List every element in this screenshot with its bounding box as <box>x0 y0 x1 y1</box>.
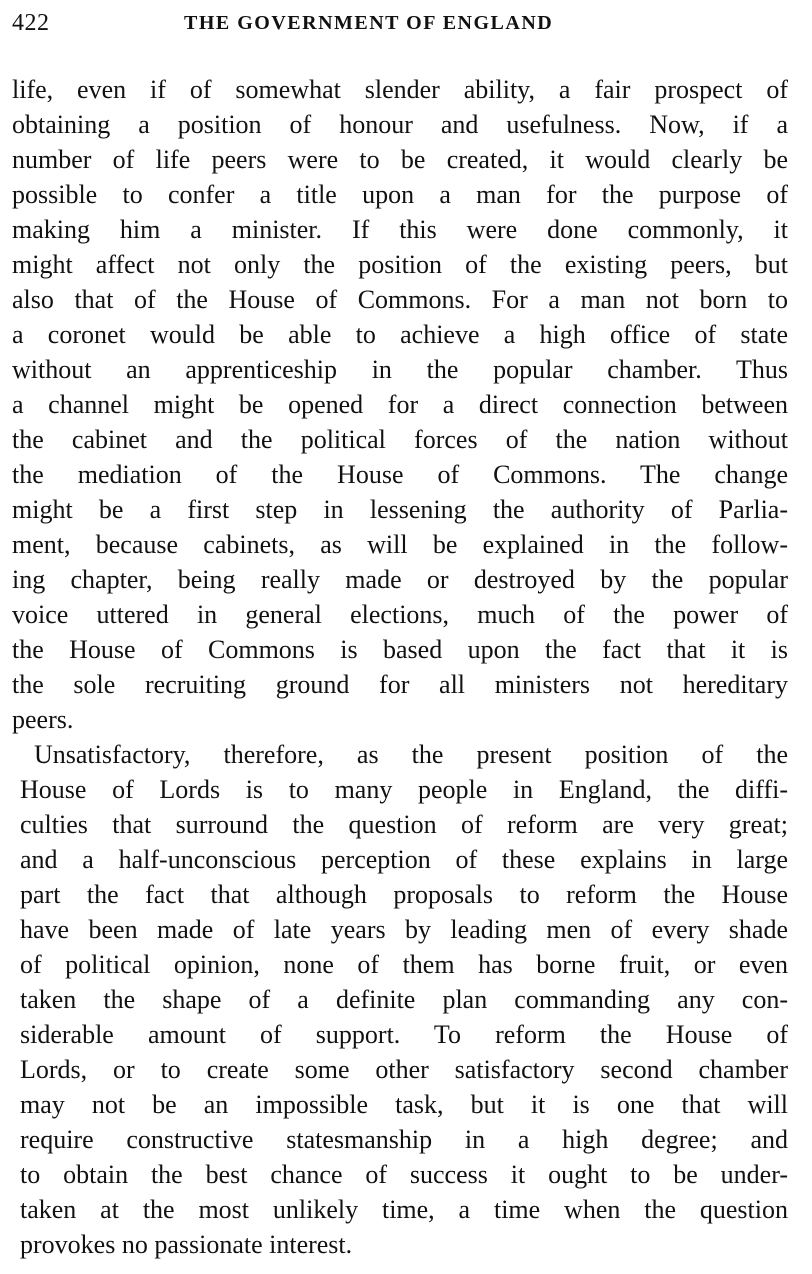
paragraph-2 <box>12 737 788 1262</box>
text-line: a channel might be opened for a direct connection between <box>12 390 788 419</box>
text-line: life, even if of somewhat slender ability, a fair prospect of <box>12 75 788 104</box>
text-line: may not be an impossible task, but it is one that will <box>20 1090 788 1119</box>
text-line: the mediation of the House of Commons. The change <box>12 460 788 489</box>
text-line: Unsatisfactory, therefore, as the present position of the <box>34 740 788 769</box>
text-line: the cabinet and the political forces of the nation without <box>12 425 788 454</box>
running-head <box>12 10 794 44</box>
text-line: also that of the House of Commons. For a man not born to <box>12 285 788 314</box>
text-line: might affect not only the position of the existing peers, but <box>12 250 788 279</box>
text-line: part the fact that although proposals to reform the House <box>20 880 788 909</box>
text-line: voice uttered in general elections, much of the power of <box>12 600 788 629</box>
text-line: of political opinion, none of them has borne fruit, or even <box>20 950 788 979</box>
text-line: obtaining a position of honour and usefulness. Now, if a <box>12 110 788 139</box>
text-line: number of life peers were to be created, it would clearly be <box>12 145 788 174</box>
text-line: House of Lords is to many people in England, the diffi- <box>20 775 788 804</box>
text-line: ing chapter, being really made or destroyed by the popular <box>12 565 788 594</box>
text-line: might be a first step in lessening the authority of Parlia- <box>12 495 788 524</box>
text-line: a coronet would be able to achieve a high office of state <box>12 320 788 349</box>
text-line: taken the shape of a definite plan commanding any con- <box>20 985 788 1014</box>
text-line: provokes no passionate interest. <box>20 1230 353 1259</box>
text-line: taken at the most unlikely time, a time when the question <box>20 1195 788 1224</box>
text-line: require constructive statesmanship in a high degree; and <box>20 1125 788 1154</box>
text-line: and a half-unconscious perception of these explains in large <box>20 845 788 874</box>
body-text <box>12 72 788 1262</box>
text-line: have been made of late years by leading men of every shade <box>20 915 788 944</box>
text-line: possible to confer a title upon a man for the purpose of <box>12 180 788 209</box>
text-line: without an apprenticeship in the popular chamber. Thus <box>12 355 788 384</box>
text-line: making him a minister. If this were done commonly, it <box>12 215 788 244</box>
text-line: siderable amount of support. To reform the House of <box>20 1020 788 1049</box>
text-line: culties that surround the question of reform are very great; <box>20 810 788 839</box>
running-title: THE GOVERNMENT OF ENGLAND <box>184 12 554 34</box>
page-number: 422 <box>12 10 50 36</box>
text-line: to obtain the best chance of success it ought to be under- <box>20 1160 788 1189</box>
text-line: Lords, or to create some other satisfactory second chamber <box>20 1055 788 1084</box>
text-line: the sole recruiting ground for all ministers not hereditary <box>12 670 788 699</box>
text-line: peers. <box>12 705 74 734</box>
paragraph-1 <box>12 72 788 737</box>
text-line: ment, because cabinets, as will be explained in the follow- <box>12 530 788 559</box>
text-line: the House of Commons is based upon the fact that it is <box>12 635 788 664</box>
